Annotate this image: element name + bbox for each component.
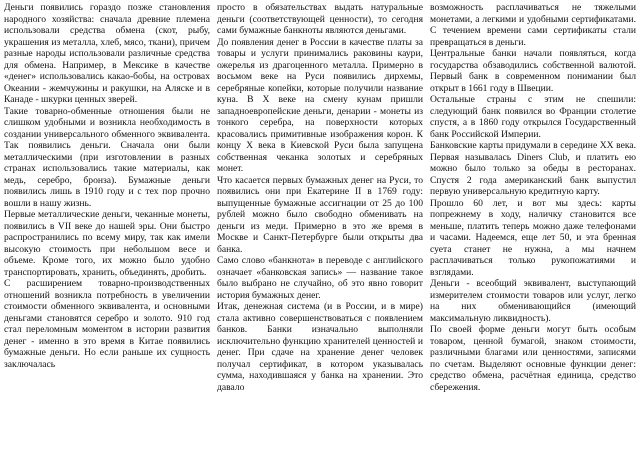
text-column-1 bbox=[4, 2, 210, 452]
paragraph: Прошло 60 лет, и вот мы здесь: карты попрежнему в ходу, наличку становится все меньше, платить теперь можно даже телефонами и часами. Надеемся, еще лет 50, и эта бренная суета станет не нужна, а мы начнем расплачиваться только рукопожатиями и взглядами. bbox=[430, 197, 636, 278]
paragraph: Банковские карты придумали в середине XX века. Первая называлась Diners Club, и платить ею можно было только за обеды в ресторанах. Спустя 2 года американский банк выпустил первую универсальную кредитную карту. bbox=[430, 140, 636, 197]
paragraph: просто в обязательствах выдать натуральные деньги (соответствующей ценности), то сегодня сами бумажные банкноты являются деньгами. bbox=[217, 2, 423, 36]
paragraph: Центральные банки начали появляться, когда государства обзаводились собственной валютой. Первый банк в современном понимании был открыт в 1661 году в Швеции. bbox=[430, 48, 636, 94]
paragraph: Такие товарно-обменные отношения были не слишком удобными и возникла необходимость в создании универсального обменного эквивалента. Так появились деньги. Сначала они были металлическими (при изготовлении в разных странах использовались такие материалы, как медь, серебро, бронза). Бумажные деньги появились лишь в 1910 году и с тех пор прочно вошли в нашу жизнь. bbox=[4, 105, 210, 209]
paragraph: Само слово «банкнота» в переводе с английского означает «банковская запись» — название такое было выбрано не случайно, об это явно говорит история бумажных денег. bbox=[217, 255, 423, 301]
paragraph: возможность расплачиваться не тяжелыми монетами, а легкими и удобными сертификатами. С течением времени сами сертификаты стали превращаться в деньги. bbox=[430, 2, 636, 48]
paragraph: Деньги появились гораздо позже становления народного хозяйства: сначала древние племена использовали средства обмена (скот, рыбу, украшения из металла, хлеб, мясо, ткани), причем разные народы использовали различные средства для обмена. Например, в Мексике в качестве «денег» использовались какао-бобы, на островах Океании - жемчужины и ракушки, на Аляске и в Канаде - шкурки ценных зверей. bbox=[4, 2, 210, 105]
paragraph: Итак, денежная система (и в России, и в мире) стала активно совершенствоваться с появлением банков. Банки изначально выполняли исключительно функцию хранителей ценностей и денег. При сдаче на хранение денег человек получал сертификат, в котором указывалась сумма, находившаяся у банка на хранении. Это давало bbox=[217, 301, 423, 393]
paragraph: По своей форме деньги могут быть особым товаром, ценной бумагой, знаком стоимости, различными благами или ценностями, записями по счетам. Выделяют основные функции денег: средство обмена, расчётная единица, средство сбережения. bbox=[430, 324, 636, 393]
paragraph: Деньги - всеобщий эквивалент, выступающий измерителем стоимости товаров или услуг, легко на них обменивающийся (имеющий максимальную ликвидность). bbox=[430, 278, 636, 324]
paragraph: Остальные страны с этим не спешили: следующий банк появился во Франции столетие спустя, а в 1860 году открылся Государственный банк Российской Империи. bbox=[430, 94, 636, 140]
text-column-3 bbox=[430, 2, 636, 452]
text-column-2 bbox=[217, 2, 423, 452]
paragraph: С расширением товарно-производственных отношений возникла потребность в увеличении стоимости обменного эквивалента, и основными деньгами становятся серебро и золото. 910 год стал переломным моментом в истории развития денег - именно в это время в Китае появились бумажные деньги. Но если раньше их сущность заключалась bbox=[4, 278, 210, 370]
paragraph: Что касается первых бумажных денег на Руси, то появились они при Екатерине II в 1769 году: выпущенные бумажные ассигнации от 25 до 100 рублей можно было свободно обменивать на деньги из меди. Примерно в это же время в Москве и Санкт-Петербурге были открыты два банка. bbox=[217, 174, 423, 255]
paragraph: До появления денег в России в качестве платы за товары и услуги принимались раковины каури, ожерелья из драгоценного металла. Примерно в восьмом веке на Руси появились дирхемы, серебряные копейки, которые получили название куна. В X веке на смену кунам пришли западноевропейские деньги, денарии - монеты из тонкого серебра, на поверхности которых красовались примитивные изображения корон. К концу X века в Киевской Руси была запущена собственная чеканка золотых и серебряных монет. bbox=[217, 36, 423, 174]
paragraph: Первые металлические деньги, чеканные монеты, появились в VII веке до нашей эры. Они быстро распространились по всему миру, так как имели высокую стоимость при небольшом весе и объеме. Кроме того, их можно было удобно транспортировать, хранить, объединять, дробить. bbox=[4, 209, 210, 278]
